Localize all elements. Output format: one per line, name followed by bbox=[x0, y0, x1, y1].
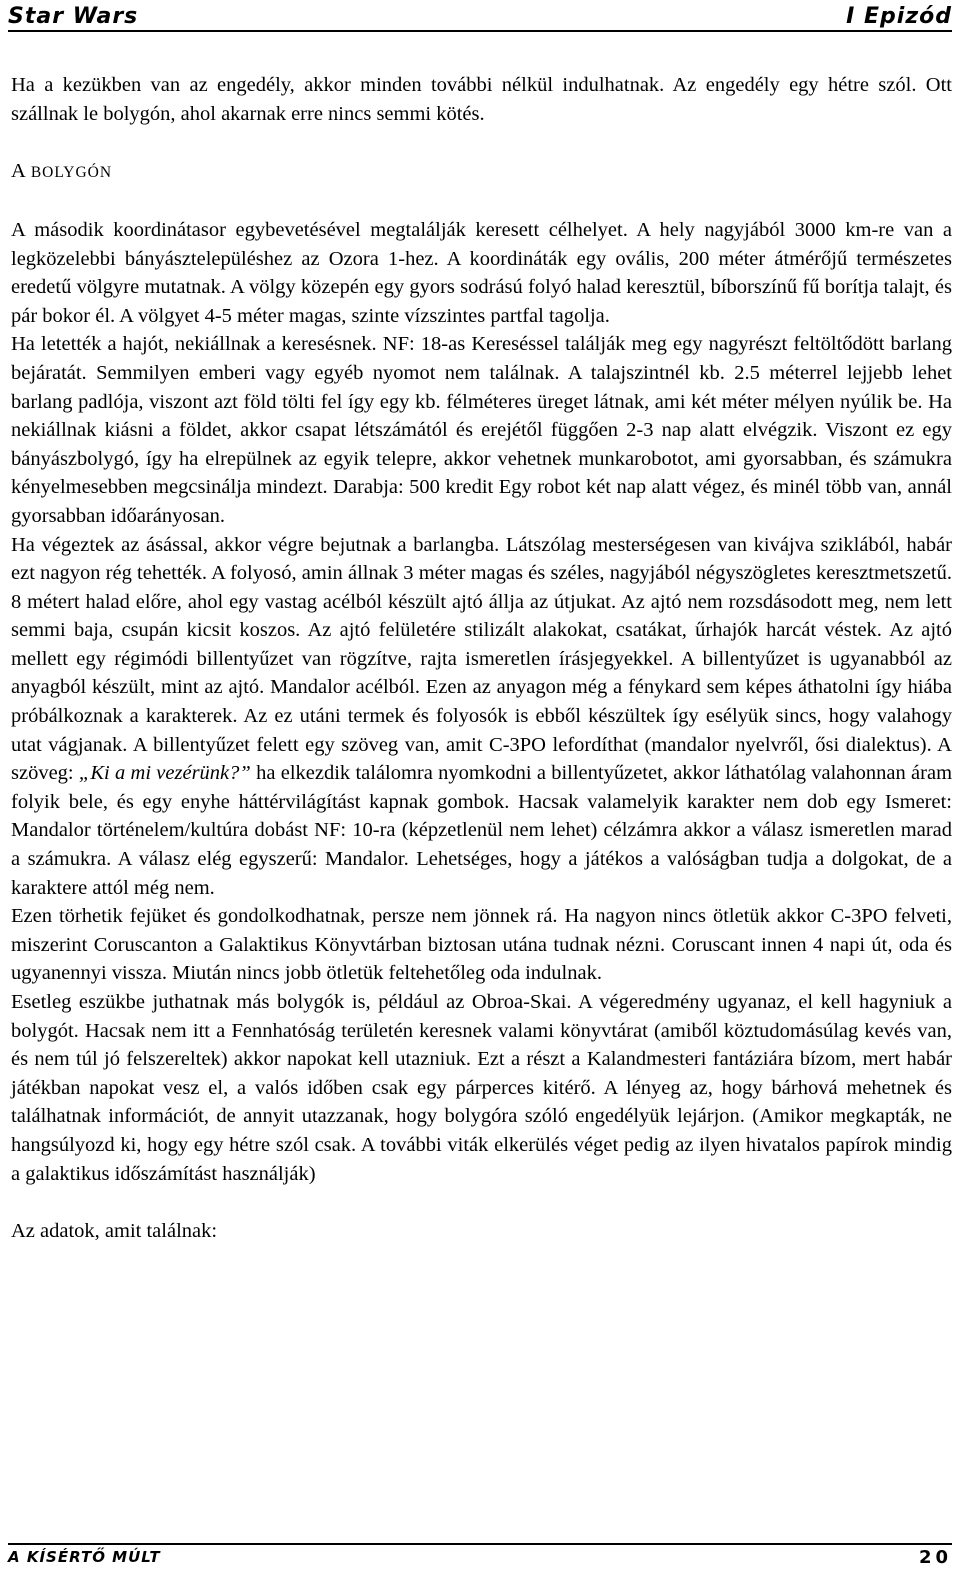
paragraph-cave bbox=[11, 531, 952, 903]
paragraph-search: Ha letették a hajót, nekiállnak a keresésnek. NF: 18-as Kereséssel találják meg egy nagyrészt feltöltődött barlang bejáratát. Semmilyen emberi vagy egyéb nyomot nem találnak. A talajszintnél kb. 2.5 méterrel lejjebb lehet barlang padlója, viszont azt föld tölti fel így egy kb. félméteres üreget látnak, ami két méter mélyen nyúlik be. Ha nekiállnak kiásni a földet, akkor csapat létszámától és erejétől függően 2-3 nap alatt elvégzik. Viszont ez egy bányászbolygó, így ha elrepülnek az egyik telepre, akkor vehetnek munkarobotot, ami gyorsabban, és számukra kényelmesebben megcsinálja mindezt. Darabja: 500 kredit Egy robot két nap alatt végez, és minél több van, annál gyorsabban időarányosan. bbox=[11, 333, 952, 527]
header-title-right: I Epizód bbox=[846, 4, 952, 29]
data-found-label: Az adatok, amit találnak: bbox=[11, 1219, 218, 1242]
intro-paragraph: Ha a kezükben van az engedély, akkor minden további nélkül indulhatnak. Az engedély egy hétre szól. Ott szállnak le bolygón, ahol akarnak erre nincs semmi kötés. bbox=[11, 74, 952, 125]
section-heading-initial: A bbox=[11, 159, 31, 182]
section-heading bbox=[11, 157, 952, 188]
paragraph-cave-text-continued: ha elkezdik találomra nyomkodni a billentyűzetet, akkor láthatólag valahonnan áram folyik bele, és egy enyhe háttérvilágítást kapnak gombok. Hacsak valamelyik karakter nem dob egy Ismeret: Mandalor történelem/kultúra dobást NF: 10-ra (képzetlenül nem lehet) célzámra akkor a válasz ismeretlen marad a számukra. A válasz elég egyszerű: Mandalor. Lehetséges, hogy a játékos a valóságban tudja a dolgokat, de a karaktere attól még nem. bbox=[11, 762, 953, 899]
header-title-left: Star Wars bbox=[8, 4, 139, 29]
page-header bbox=[8, 0, 952, 32]
page-number: 20 bbox=[918, 1546, 952, 1568]
footer-chapter-title: A KÍSÉRTŐ MÚLT bbox=[8, 1548, 161, 1566]
section-heading-rest: BOLYGÓN bbox=[30, 163, 113, 181]
document-body bbox=[11, 71, 952, 1245]
paragraph-cave-text: Ha végeztek az ásással, akkor végre bejutnak a barlangba. Látszólag mesterségesen van kivájva sziklából, habár ezt nagyon rég tehették. A folyosó, amin állnak 3 méter magas és széles, nagyjából négyszögletes keresztmetszetű. 8 métert halad előre, ahol egy vastag acélból készült ajtó állja az útjukat. Az ajtó nem rozsdásodott meg, nem lett semmi baja, csupán kicsit koszos. Az ajtó felületére stilizált alakokat, csatákat, űrhajók harcát véstek. Az ajtó mellett egy régimódi billentyűzet van rögzítve, rajta ismeretlen írásjegyekkel. A billentyűzet is ugyanabból az anyagból készült, mint az ajtó. Mandalor acélból. Ezen az anyagon még a fénykard sem képes áthatolni így hiába próbálkoznak a karakterek. Az ez utáni termek és folyosók is ebből készültek így esélyük sincs, hogy valahogy utat vágjanak. A billentyűzet felett egy szöveg van, amit C-3PO lefordíthat (mandalor nyelvről, ősi dialektus). A szöveg: bbox=[11, 533, 952, 785]
paragraph-ideas: Ezen törhetik fejüket és gondolkodhatnak, persze nem jönnek rá. Ha nagyon nincs ötletük akkor C-3PO felveti, miszerint Coruscanton a Galaktikus Könyvtárban biztosan utána tudnak nézni. Coruscant innen 4 napi út, oda és ugyanennyi vissza. Miután nincs jobb ötletük feltehetőleg oda indulnak. bbox=[11, 905, 952, 985]
paragraph-valley: A második koordinátasor egybevetésével megtalálják keresett célhelyet. A hely nagyjából 3000 km-re van a legközelebbi bányásztelepüléshez az Ozora 1-hez. A koordináták egy ovális, 200 méter átmérőjű természetes eredetű völgyre mutatnak. A völgy közepén egy gyors sodrású folyó halad keresztül, bíborszínű fű borítja talajt, és pár bokor él. A völgyet 4-5 méter magas, szinte vízszintes partfal tagolja. bbox=[11, 218, 952, 327]
door-inscription-quote: „Ki a mi vezérünk?” bbox=[78, 762, 251, 785]
page-footer bbox=[8, 1543, 952, 1569]
paragraph-other-planets: Esetleg eszükbe juthatnak más bolygók is, például az Obroa-Skai. A végeredmény ugyanaz, el kell hagyniuk a bolygót. Hacsak nem itt a Fennhatóság területén keresnek valami könyvtárat (amiből köztudomásúlag kevés van, és nem túl jó felszereltek) akkor napokat kell utazniuk. Ezt a részt a Kalandmesteri fantáziára bízom, mert habár játékban napokat vesz el, a valós időben csak egy párperces kitérő. A lényeg az, hogy bárhová mehetnek és találhatnak információt, de annyit utazzanak, hogy bolygóra szóló engedélyük lejárjon. (Amikor megkapták, ne hangsúlyozd ki, hogy egy hétre szól csak. A további viták elkerülés véget pedig az ilyen hivatalos papírok mindig a galaktikus időszámítást használják) bbox=[11, 991, 952, 1185]
